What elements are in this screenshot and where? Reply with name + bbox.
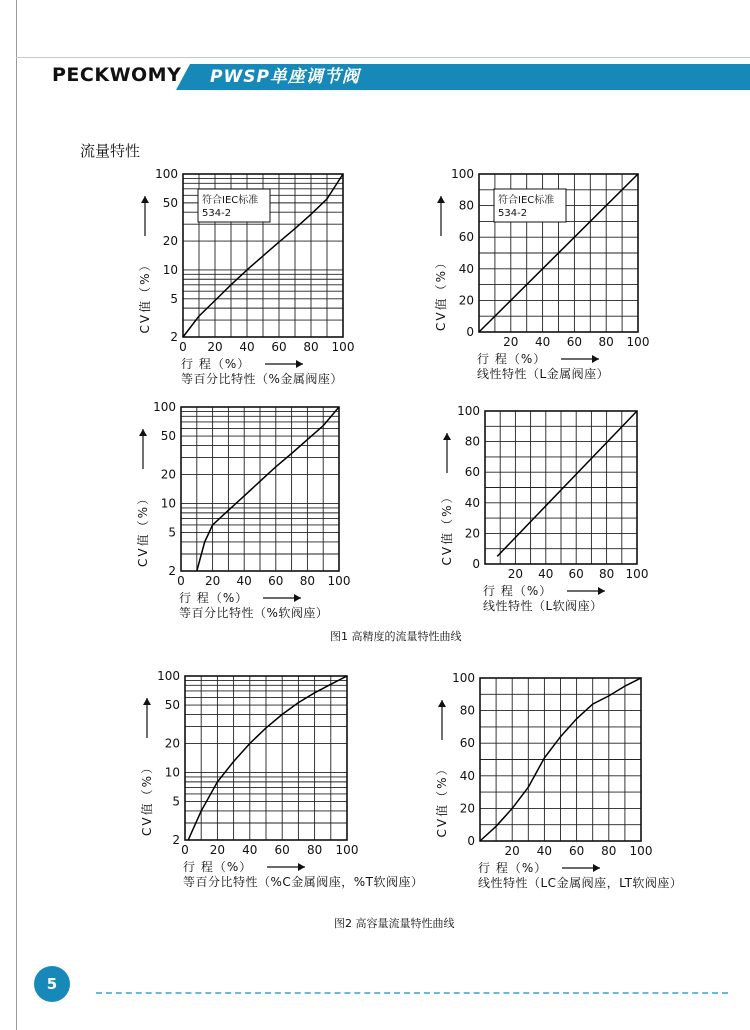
- y-tick-label: 100: [451, 167, 474, 181]
- figure2-caption: 图2 高容量流量特性曲线: [334, 917, 455, 930]
- y-axis-label: CV值（%）: [138, 257, 152, 334]
- x-tick-label: 60: [268, 574, 284, 588]
- x-axis-arrowhead: [593, 864, 600, 872]
- x-axis-label: 行 程（%）: [483, 584, 553, 598]
- y-tick-label: 5: [168, 525, 176, 540]
- x-tick-label: 80: [299, 574, 316, 588]
- y-axis-arrowhead: [139, 429, 147, 436]
- x-tick-label: 20: [503, 335, 519, 349]
- y-tick-label: 100: [157, 669, 180, 683]
- y-axis-arrowhead: [143, 698, 151, 705]
- annotation-text: 符合IEC标准: [498, 195, 555, 206]
- y-tick-label: 20: [160, 467, 176, 482]
- x-tick-label: 40: [536, 844, 553, 858]
- chart-subtitle: 等百分比特性（%C金属阀座，%T软阀座）: [183, 875, 424, 889]
- banner-title: PWSP单座调节阀: [210, 67, 360, 87]
- y-tick-label: 100: [155, 167, 178, 181]
- y-tick-label: 2: [172, 833, 180, 847]
- y-tick-label: 40: [464, 495, 480, 510]
- x-axis-label: 行 程（%）: [183, 860, 253, 874]
- x-axis-arrowhead: [598, 587, 605, 595]
- annotation-text: 534-2: [202, 208, 232, 219]
- x-tick-label: 60: [271, 340, 287, 354]
- annotation-text: 534-2: [498, 208, 528, 219]
- y-tick-label: 80: [459, 703, 475, 718]
- y-tick-label: 60: [464, 465, 480, 480]
- y-tick-label: 20: [162, 234, 178, 249]
- x-axis-arrowhead: [294, 594, 301, 602]
- x-tick-label: 80: [598, 335, 614, 349]
- x-tick-label: 60: [568, 844, 585, 858]
- y-tick-label: 10: [160, 496, 176, 511]
- y-tick-label: 80: [464, 434, 480, 449]
- y-tick-label: 50: [160, 429, 176, 444]
- y-tick-label: 50: [164, 698, 180, 713]
- y-axis-arrowhead: [141, 196, 149, 203]
- y-tick-label: 100: [457, 404, 480, 418]
- x-tick-label: 60: [568, 567, 584, 581]
- x-tick-label: 100: [335, 843, 359, 857]
- x-axis-arrowhead: [296, 360, 303, 368]
- x-tick-label: 80: [601, 844, 617, 858]
- y-tick-label: 40: [459, 768, 475, 783]
- x-tick-label: 0: [177, 574, 185, 588]
- y-tick-label: 0: [467, 834, 475, 848]
- y-tick-label: 80: [458, 198, 474, 213]
- y-axis-arrowhead: [437, 196, 445, 203]
- x-axis-label: 行 程（%）: [477, 352, 547, 366]
- series-line: [188, 676, 347, 840]
- brand-logo: PECKWOMY: [52, 64, 182, 86]
- x-tick-label: 20: [204, 574, 221, 588]
- y-tick-label: 2: [170, 330, 178, 344]
- x-tick-label: 80: [303, 340, 319, 354]
- chart-subtitle: 等百分比特性（%软阀座）: [179, 606, 329, 620]
- chart-subtitle: 等百分比特性（%金属阀座）: [181, 372, 343, 386]
- x-tick-label: 20: [209, 843, 226, 857]
- x-tick-label: 100: [629, 844, 653, 858]
- x-tick-label: 40: [534, 335, 551, 349]
- x-tick-label: 40: [242, 843, 258, 857]
- y-axis-arrowhead: [438, 700, 446, 707]
- x-tick-label: 80: [598, 567, 615, 581]
- y-tick-label: 5: [170, 291, 178, 306]
- y-axis-label: CV值（%）: [440, 489, 454, 566]
- x-tick-label: 60: [274, 843, 290, 857]
- annotation-text: 符合IEC标准: [202, 195, 259, 206]
- y-axis-label: CV值（%）: [435, 761, 449, 838]
- y-tick-label: 60: [458, 230, 474, 245]
- y-tick-label: 0: [472, 557, 480, 571]
- y-tick-label: 40: [458, 261, 474, 276]
- y-tick-label: 10: [164, 765, 180, 780]
- y-tick-label: 100: [153, 400, 176, 414]
- y-tick-label: 60: [459, 736, 475, 751]
- x-tick-label: 100: [626, 335, 650, 349]
- x-tick-label: 20: [507, 567, 524, 581]
- y-axis-label: CV值（%）: [136, 491, 150, 567]
- y-tick-label: 5: [172, 794, 180, 809]
- x-tick-label: 60: [566, 335, 583, 349]
- y-tick-label: 20: [458, 293, 474, 308]
- y-axis-label: CV值（%）: [140, 760, 154, 836]
- x-axis-label: 行 程（%）: [179, 591, 249, 605]
- series-line: [197, 407, 339, 571]
- x-tick-label: 100: [327, 574, 351, 588]
- x-axis-arrowhead: [298, 863, 305, 871]
- y-tick-label: 10: [162, 262, 178, 277]
- chart-subtitle: 线性特性（L金属阀座）: [477, 367, 610, 381]
- y-tick-label: 20: [464, 526, 480, 541]
- x-axis-label: 行 程（%）: [478, 861, 548, 875]
- y-tick-label: 2: [168, 564, 176, 578]
- x-tick-label: 20: [504, 844, 520, 858]
- y-tick-label: 0: [466, 325, 474, 339]
- chart-subtitle: 线性特性（LC金属阀座，LT软阀座）: [478, 876, 683, 890]
- figure1-caption: 图1 高精度的流量特性曲线: [330, 630, 462, 643]
- x-tick-label: 40: [538, 567, 554, 581]
- section-title: 流量特性: [80, 142, 141, 160]
- page-number-badge: 5: [34, 966, 70, 1002]
- x-tick-label: 100: [331, 340, 355, 354]
- x-tick-label: 40: [236, 574, 252, 588]
- y-axis-label: CV值（%）: [434, 255, 448, 331]
- x-tick-label: 40: [239, 340, 255, 354]
- y-tick-label: 20: [459, 801, 475, 816]
- y-tick-label: 20: [164, 736, 180, 751]
- chart-subtitle: 线性特性（L软阀座）: [483, 599, 603, 613]
- x-axis-arrowhead: [592, 355, 599, 363]
- x-tick-label: 100: [625, 567, 649, 581]
- x-tick-label: 20: [207, 340, 223, 354]
- x-tick-label: 80: [306, 843, 323, 857]
- y-tick-label: 50: [162, 195, 178, 210]
- x-axis-label: 行 程（%）: [181, 357, 251, 371]
- y-tick-label: 100: [452, 671, 475, 685]
- y-axis-arrowhead: [443, 433, 451, 440]
- x-tick-label: 0: [181, 843, 189, 857]
- x-tick-label: 0: [179, 340, 187, 354]
- series-line: [497, 411, 637, 556]
